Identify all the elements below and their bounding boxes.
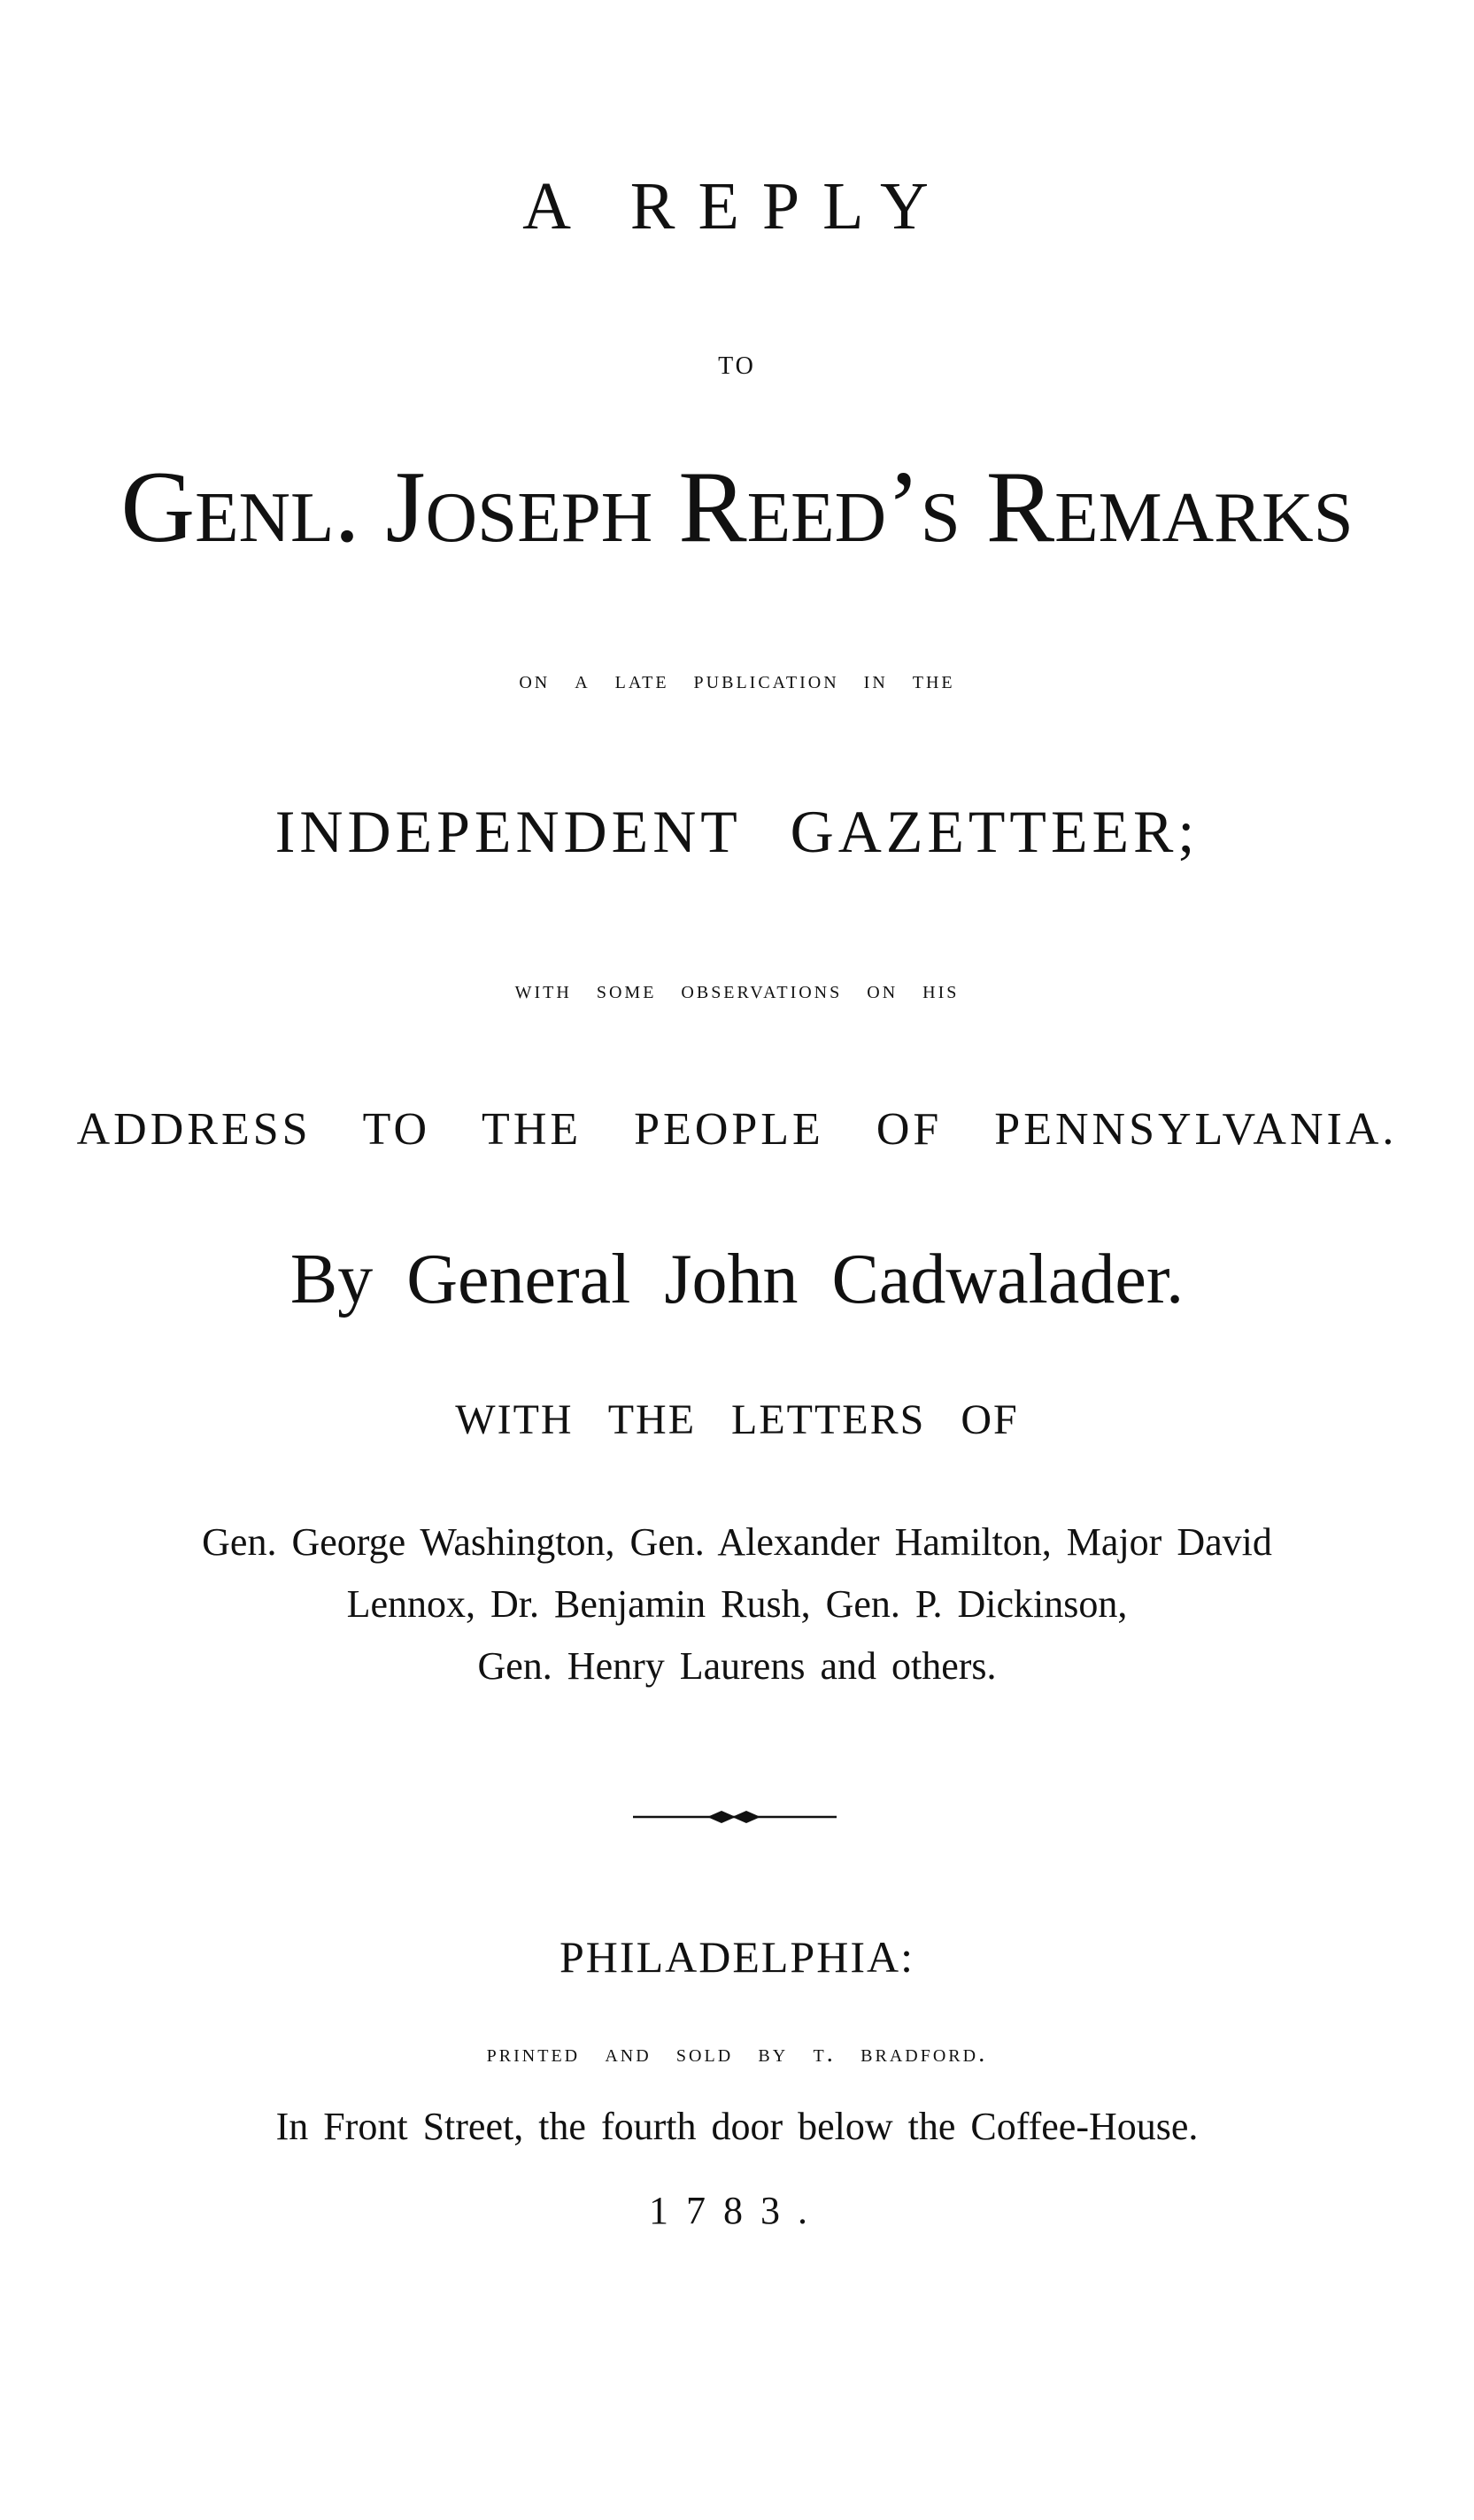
- correspondents-line-1: Gen. George Washington, Gen. Alexander Hamilton, Major David: [202, 1520, 1272, 1564]
- letters-heading: WITH THE LETTERS OF: [455, 1396, 1019, 1443]
- correspondents-line-3: Gen. Henry Laurens and others.: [477, 1644, 997, 1688]
- main-title: Genl. Joseph Reed’s Remarks: [120, 451, 1354, 564]
- imprint-printer: printed and sold by t. bradford.: [486, 2039, 988, 2068]
- imprint-address: In Front Street, the fourth door below the Coffee-House.: [275, 2105, 1199, 2148]
- gazetteer-title: INDEPENDENT GAZETTEER;: [274, 798, 1200, 865]
- subtitle-publication: on a late publication in the: [519, 667, 955, 694]
- author-line: By General John Cadwalader.: [289, 1241, 1185, 1318]
- title-heading: A REPLY: [522, 169, 952, 243]
- double-diamond-rule-icon: [633, 1806, 837, 1828]
- imprint-city: PHILADELPHIA:: [560, 1932, 914, 1982]
- address-title: ADDRESS TO THE PEOPLE OF PENNSYLVANIA.: [76, 1104, 1398, 1155]
- title-to: TO: [718, 352, 756, 380]
- subtitle-observations: with some observations on his: [514, 977, 960, 1004]
- correspondents-line-2: Lennox, Dr. Benjamin Rush, Gen. P. Dickinson,: [346, 1582, 1128, 1626]
- imprint-year: 1783.: [649, 2189, 825, 2232]
